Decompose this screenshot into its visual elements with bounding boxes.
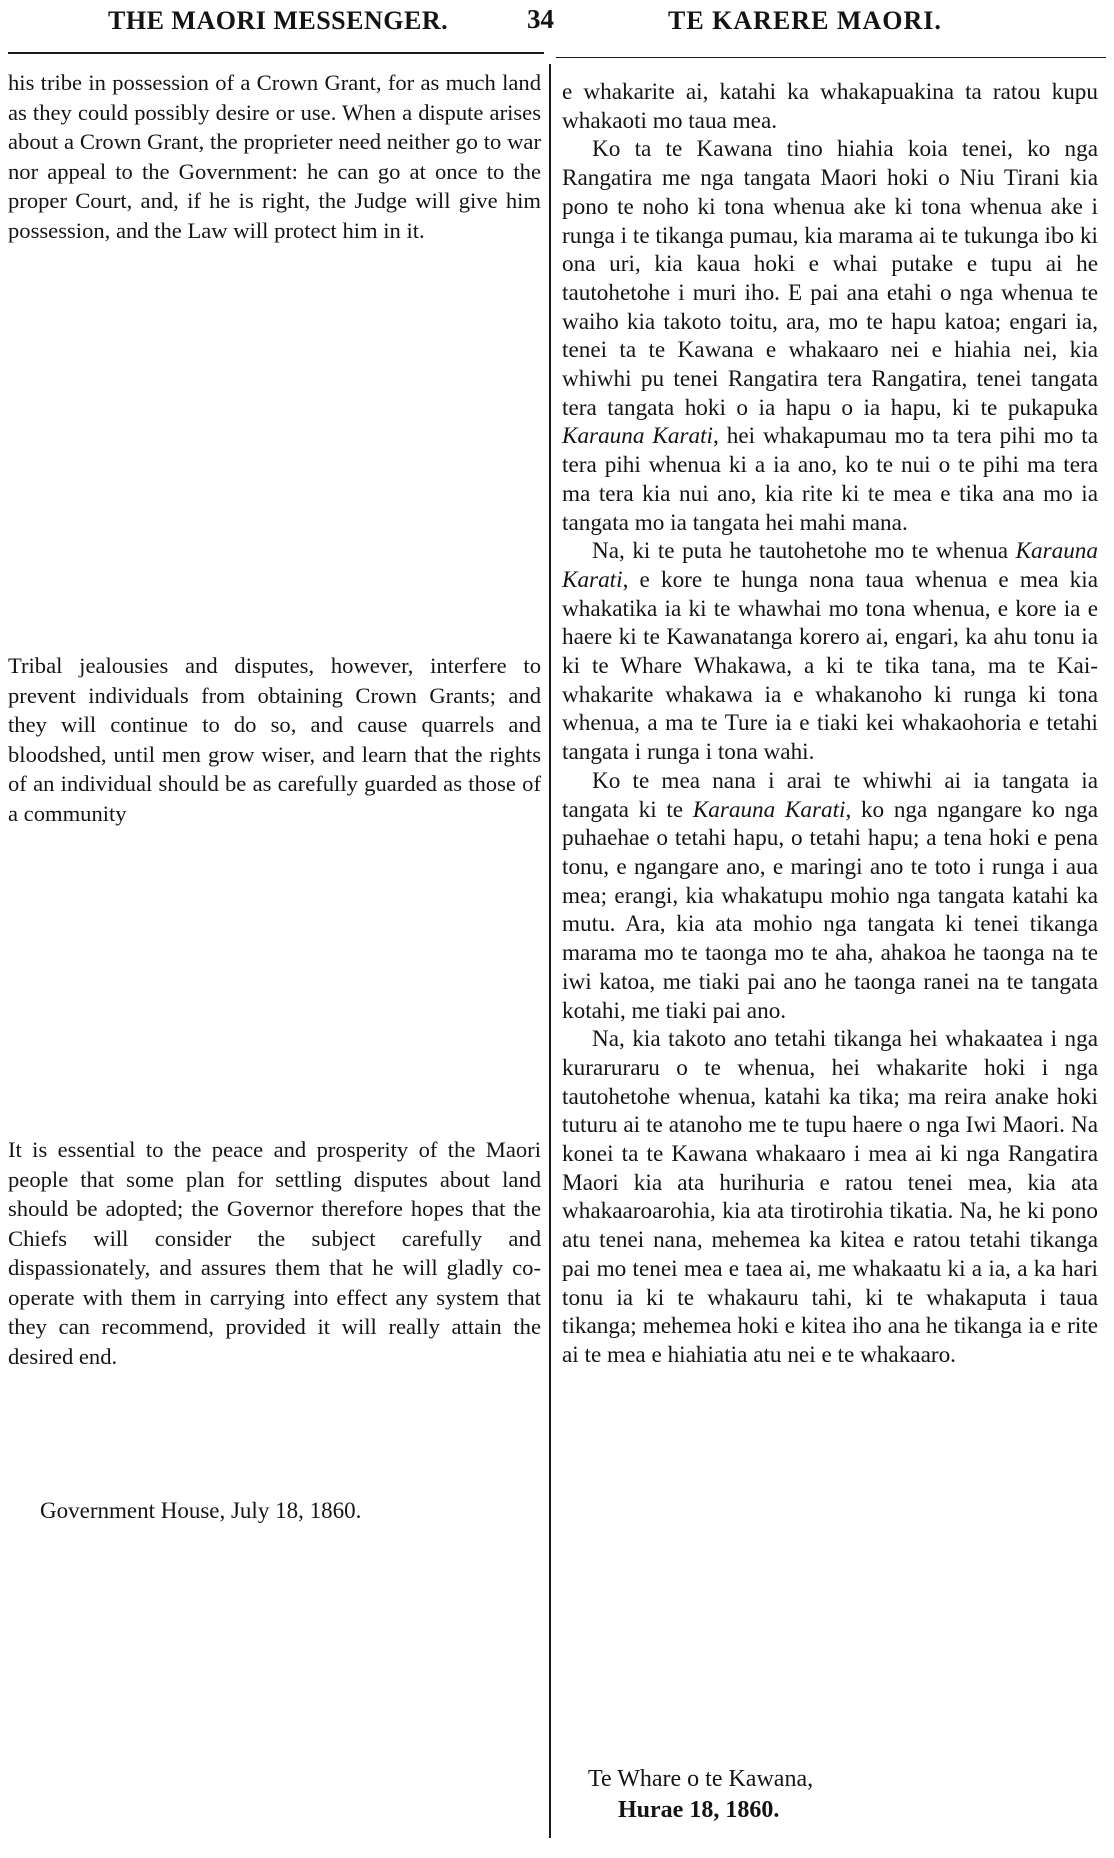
maori-paragraph-2 [562,135,1098,537]
english-paragraph-2: Tribal jealousies and disputes, however, interfere to prevent individuals from obtaining Crown Grants; and they will continue to do so, and cause quarrels and bloodshed, until men grow wiser, and learn that the rights of an individual should be as carefully guarded as those of a community [8,653,541,826]
english-paragraph-3: It is essential to the peace and prosperity of the Maori people that some plan for settling disputes about land should be adopted; the Governor therefore hopes that the Chiefs will consider the subject carefully and dispassionately, and assures them that he will gladly co-operate with them in carrying into effect any system that they can recommend, provided it will really attain the desired end. [8,1137,541,1369]
maori-term-crown-grant: Karauna Karati [562,423,713,450]
maori-signature-date: Hurae 18, 1860. [618,1797,780,1823]
page-header [0,0,1114,56]
maori-paragraph-3-text-b: , e kore te hunga nona taua whenua e mea kia whakatika ia ki te whawhai mo tona whenua, e kore ia e haere ki te Kawanatanga korero ai, engari, ka ahu tonu ia ki te Whare Whakawa, a ki te tika tana, ma te Kai-whakarite whakawa ia e whakanoho ki runga ki tona whenua, a ma te Ture ia e tiaki kei whakaohoria e tetahi tangata i runga i tona wahi. [562,566,1098,766]
maori-paragraph-2-text-a: Ko ta te Kawana tino hiahia koia tenei, ko nga Rangatira me nga tangata Maori hoki o Niu Tirani kia pono te noho ki tona whenua ake ki tona whenua ake i runga i te tikanga pumau, kia marama ai te tukunga ibo ki ona uri, kia kaua hoki e whai putake e tupu ai he tautohetohe i muri iho. E pai ana etahi o nga whenua te waiho kia takoto toitu, ara, mo te hapu katoa; engari ia, tenei ta te Kawana e whakaaro nei e hiahia nei, kia whiwhi pu tenei Rangatira tera Rangatira, tenei tangata tera tangata hoki o ia hapu o ia hapu, ki te pukapuka [562,136,1098,421]
maori-paragraph-5: Na, kia takoto ano tetahi tikanga hei whakaatea i nga kuraruraru o te whenua, hei whakarite hoki i nga tautohetohe whenua, katahi ka tika; ma reira anake hoki tuturu ai te atanoho me te tupu haere o nga Iwi Maori. Na konei ta te Kawana whakaaro i mea ai ki nga Rangatira Maori kia ata hurihuria e ratou tenei mea, kia ata whakaaroarohia, kia ata tirotirohia tikatia. Na, he ki pono atu tenei nana, mehemea ka kitea e ratou tetahi tikanga pai mo tenei mea e taea ai, me whakaatu ki a ia, a ka hari tonu ia ki te whakauru tahi, ki te whakaputa i taua tikanga; mehemea hoki e kitea iho ana he tikanga ia e rite ai te mea e hiahiatia atu nei e te whakaaro. [562,1026,1098,1368]
header-rule-left [8,52,544,54]
english-signature: Government House, July 18, 1860. [40,1498,362,1523]
english-column-block-1 [8,68,541,245]
column-divider [549,64,551,1838]
maori-paragraph-4-text-a: Ko te mea nana i arai te whiwhi ai ia tangata ia tangata ki te [562,767,1098,823]
maori-term-crown-grant: Karauna Karati [692,796,846,823]
header-rule-right [556,57,1106,58]
english-masthead: THE MAORI MESSENGER. [108,6,449,35]
maori-masthead: TE KARERE MAORI. [668,6,942,35]
maori-paragraph-3 [562,537,1098,767]
maori-paragraph-4-text-b: , ko nga ngangare ko nga puhaehae o tetahi hapu, o tetahi hapu; a tena hoki e pena tonu, e ngangare ano, e maringi ano te toto i runga i aua mea; erangi, kia whakatupu mohio nga tangata katahi ka mutu. Ara, kia ata mohio nga tangata ki tenei tikanga marama mo te taonga mo te aha, ahakoa he taonga na te iwi katoa, me tiaki pai ano he taonga ranei na te tangata kotahi, me tiaki pai ano. [562,796,1098,1024]
maori-signature-place: Te Whare o te Kawana, [588,1766,814,1792]
maori-column [562,78,1098,1370]
english-column-block-3 [8,1135,541,1371]
english-column-block-2 [8,651,541,828]
maori-term-crown-grant: Karauna Karati [562,538,1098,593]
page-number: 34 [527,4,554,34]
maori-paragraph-3-text-a: Na, ki te puta he tautohetohe mo te whenua [592,538,1009,565]
maori-paragraph-1: e whakarite ai, katahi ka whakapuakina ta ratou kupu whakaoti mo taua mea. [562,79,1098,134]
maori-paragraph-2-text-b: , hei whakapumau mo ta tera pihi mo ta tera pihi whenua ki a ia ano, ko te nui o te pihi ma tera ma tera kia nui ano, kia rite ki te mea e tika ana mo ia tangata mo ia tangata hei mahi mana. [562,423,1098,536]
maori-paragraph-4 [562,767,1098,1025]
english-paragraph-1: his tribe in possession of a Crown Grant, for as much land as they could possibly desire or use. When a dispute arises about a Crown Grant, the proprieter need neither go to war nor appeal to the Government: he can go at once to the proper Court, and, if he is right, the Judge will give him possession, and the Law will protect him in it. [8,70,541,243]
